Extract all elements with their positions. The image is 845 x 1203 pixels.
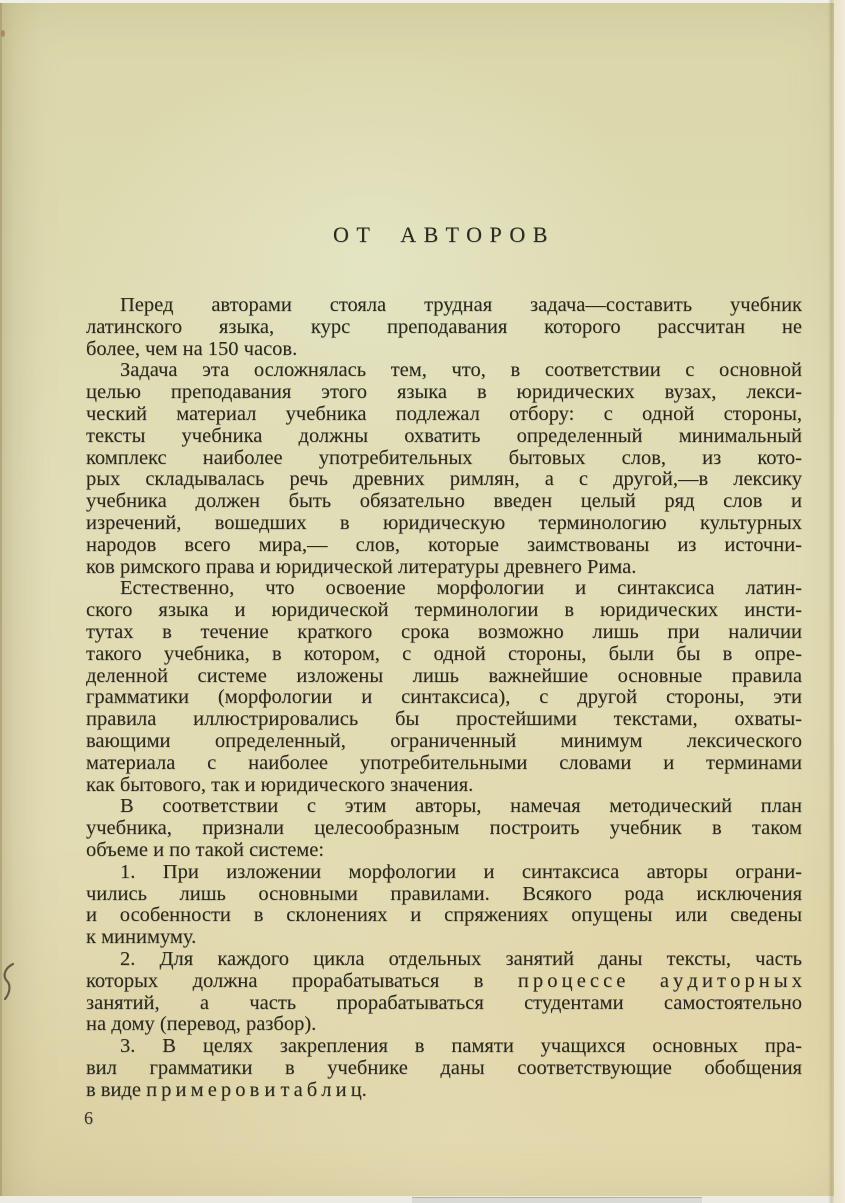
paragraph [86,1036,802,1101]
text-line: изречений, вошедших в юридическую терминологию культурных [86,511,802,534]
page-body [86,295,802,1101]
text-line: 3. В целях закрепления в памяти учащихся основных пра- [120,1035,802,1058]
text-line: Задача эта осложнялась тем, что, в соответствии с основной [120,359,802,382]
text-line: целью преподавания этого языка в юридических вузах, лекси- [86,381,802,404]
paragraph [86,295,802,360]
text-line: как бытового, так и юридического значения. [86,773,474,796]
text-line: ческий материал учебника подлежал отбору: с одной стороны, [86,402,802,425]
paragraph [86,796,802,861]
text-line: Перед авторами стояла трудная задача—составить учебник [120,294,802,316]
text-line: на дому (перевод, разбор). [86,1013,317,1036]
paragraph [86,949,802,1036]
text-line: грамматики (морфологии и синтаксиса), с другой стороны, эти [86,686,802,709]
text-line: чились лишь основными правилами. Всякого рода исключения [86,882,802,905]
text-line: тексты учебника должны охватить определенный минимальный [86,424,802,447]
text-line: деленной системе изложены лишь важнейшие основные правила [86,664,802,687]
text-line: к минимуму. [86,926,197,949]
text-line: ского языка и юридической терминологии в юридических инсти- [86,599,802,622]
text-line: более, чем на 150 часов. [86,337,298,360]
text-line: В соответствии с этим авторы, намечая методический план [120,795,802,818]
text-line: такого учебника, в котором, с одной стороны, были бы в опре- [86,642,802,665]
text-line: учебника должен быть обязательно введен целый ряд слов и [86,490,802,513]
text-line: Естественно, что освоение морфологии и синтаксиса латин- [120,577,802,600]
text-line: 1. При изложении морфологии и синтаксиса авторы ограни- [120,860,802,883]
paragraph [86,578,802,796]
scanner-artifact [412,1197,702,1203]
text-line: вающими определенный, ограниченный минимум лексического [86,729,802,752]
text-line: объеме и по такой системе: [86,838,325,861]
scan-edge-top [0,0,845,3]
text-line: вил грамматики в учебнике даны соответствующие обобщения [86,1056,802,1079]
paragraph [86,862,802,949]
text-line: и особенности в склонениях и спряжениях опущены или сведены [86,904,802,927]
scan-edge-right [834,0,845,1203]
text-line: которых должна прорабатываться в п р о ц е с с е а у д и т о р н ы х [86,969,802,992]
page-title: ОТ АВТОРОВ [333,222,555,247]
handwritten-pen-mark [1,962,17,1004]
page-number: 6 [84,1108,93,1128]
paragraph [86,360,802,578]
text-line: учебника, признали целесообразным построить учебник в таком [86,817,802,840]
text-line: тутах в течение краткого срока возможно лишь при наличии [86,620,802,643]
paper-speck [1,30,5,37]
text-line: рых складывалась речь древних римлян, а с другой,—в лексику [86,468,802,491]
text-line: занятий, а часть прорабатываться студентами самостоятельно [86,991,802,1014]
scan-edge-left [0,0,2,1203]
text-line: ков римского права и юридической литературы древнего Рима. [86,555,637,578]
text-line: материала с наиболее употребительными словами и терминами [86,751,802,774]
text-line: в виде п р и м е р о в и т а б л и ц. [86,1078,367,1101]
text-line: комплекс наиболее употребительных бытовых слов, из кото- [86,446,802,469]
text-line: правила иллюстрировались бы простейшими текстами, охваты- [86,708,802,731]
text-line: латинского языка, курс преподавания которого рассчитан не [86,315,802,338]
text-line: 2. Для каждого цикла отдельных занятий даны тексты, часть [120,947,802,970]
text-line: народов всего мира,— слов, которые заимствованы из источни- [86,533,802,556]
